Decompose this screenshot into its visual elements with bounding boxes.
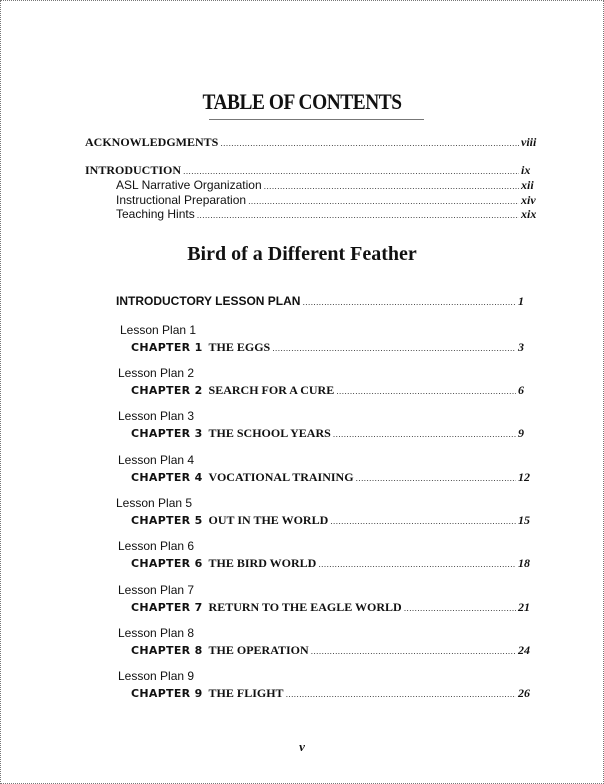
dot-leader — [183, 166, 519, 176]
chapter-number: CHAPTER 1 — [131, 341, 203, 354]
toc-page-number: 12 — [518, 470, 530, 484]
dot-leader — [311, 646, 516, 656]
toc-page-number: ix — [521, 163, 531, 177]
chapter-title: OUT IN THE WORLD — [208, 513, 329, 527]
toc-entry-teaching-hints[interactable] — [116, 207, 543, 222]
lesson-plan-label: Lesson Plan 6 — [118, 539, 195, 553]
toc-entry-chapter-7[interactable] — [131, 598, 540, 616]
chapter-number: CHAPTER 7 — [131, 601, 203, 614]
chapter-title: THE BIRD WORLD — [208, 556, 317, 570]
toc-entry-label: ACKNOWLEDGMENTS — [85, 135, 219, 149]
toc-page-number: 18 — [518, 556, 530, 570]
chapter-number: CHAPTER 8 — [131, 644, 203, 657]
chapter-title: THE SCHOOL YEARS — [208, 426, 331, 440]
chapter-title: RETURN TO THE EAGLE WORLD — [208, 600, 402, 614]
dot-leader — [318, 559, 516, 569]
chapter-number: CHAPTER 6 — [131, 557, 203, 570]
chapter-title: VOCATIONAL TRAINING — [208, 470, 354, 484]
dot-leader — [302, 297, 516, 307]
book-title: Bird of a Different Feather — [187, 243, 417, 265]
toc-entry-label: INTRODUCTORY LESSON PLAN — [116, 294, 301, 308]
lesson-plan-label: Lesson Plan 5 — [116, 496, 193, 510]
dot-leader — [404, 603, 516, 613]
dot-leader — [197, 210, 519, 220]
toc-entry-chapter-9[interactable] — [131, 684, 540, 702]
chapter-title: SEARCH FOR A CURE — [208, 383, 335, 397]
lesson-plan-label: Lesson Plan 4 — [118, 453, 195, 467]
toc-entry-acknowledgments[interactable] — [85, 135, 543, 150]
toc-page-number: viii — [521, 135, 537, 149]
dot-leader — [272, 343, 516, 353]
chapter-number: CHAPTER 5 — [131, 514, 203, 527]
toc-entry-chapter-4[interactable] — [131, 468, 540, 486]
toc-entry-label: Teaching Hints — [116, 207, 195, 221]
toc-entry-introduction[interactable] — [85, 163, 543, 178]
toc-page-number: xii — [521, 178, 534, 192]
toc-entry-chapter-3[interactable] — [131, 424, 540, 442]
lesson-plan-label: Lesson Plan 8 — [118, 626, 195, 640]
toc-entry-asl-narrative[interactable] — [116, 178, 543, 193]
toc-page-number: 6 — [518, 383, 524, 397]
toc-page-number: xix — [521, 207, 537, 221]
toc-entry-intro-lesson-plan[interactable] — [116, 294, 540, 309]
chapter-number: CHAPTER 2 — [131, 384, 203, 397]
lesson-plan-label: Lesson Plan 9 — [118, 669, 195, 683]
toc-entry-chapter-1[interactable] — [131, 338, 540, 356]
toc-page-number: 9 — [518, 426, 524, 440]
title-underline — [209, 119, 424, 120]
dot-leader — [333, 429, 516, 439]
page-number-footer: v — [299, 739, 305, 754]
lesson-plan-label: Lesson Plan 2 — [118, 366, 195, 380]
dot-leader — [356, 473, 516, 483]
dot-leader — [330, 516, 516, 526]
dot-leader — [248, 196, 519, 206]
toc-entry-instructional-prep[interactable] — [116, 193, 543, 208]
dot-leader — [336, 386, 516, 396]
toc-entry-label: Instructional Preparation — [116, 193, 247, 207]
toc-page-number: 26 — [518, 686, 530, 700]
lesson-plan-label: Lesson Plan 1 — [120, 323, 197, 337]
toc-entry-chapter-5[interactable] — [131, 511, 540, 529]
chapter-number: CHAPTER 4 — [131, 471, 203, 484]
chapter-title: THE OPERATION — [208, 643, 309, 657]
toc-entry-chapter-6[interactable] — [131, 554, 540, 572]
toc-entry-label: ASL Narrative Organization — [116, 178, 262, 192]
toc-page-number: 24 — [518, 643, 530, 657]
lesson-plan-label: Lesson Plan 3 — [118, 409, 195, 423]
chapter-title: THE EGGS — [208, 340, 271, 354]
page-title: TABLE OF CONTENTS — [202, 89, 402, 114]
toc-page-number: 1 — [518, 294, 524, 308]
chapter-number: CHAPTER 9 — [131, 687, 203, 700]
toc-page-number: 15 — [518, 513, 530, 527]
dot-leader — [264, 181, 519, 191]
toc-page-number: 21 — [518, 600, 530, 614]
dot-leader — [220, 138, 519, 148]
toc-page-number: xiv — [521, 193, 536, 207]
chapter-number: CHAPTER 3 — [131, 427, 203, 440]
dot-leader — [286, 689, 516, 699]
chapter-title: THE FLIGHT — [208, 686, 284, 700]
toc-entry-label: INTRODUCTION — [85, 163, 182, 177]
lesson-plan-label: Lesson Plan 7 — [118, 583, 195, 597]
toc-entry-chapter-2[interactable] — [131, 381, 540, 399]
toc-entry-chapter-8[interactable] — [131, 641, 540, 659]
toc-page-number: 3 — [518, 340, 524, 354]
